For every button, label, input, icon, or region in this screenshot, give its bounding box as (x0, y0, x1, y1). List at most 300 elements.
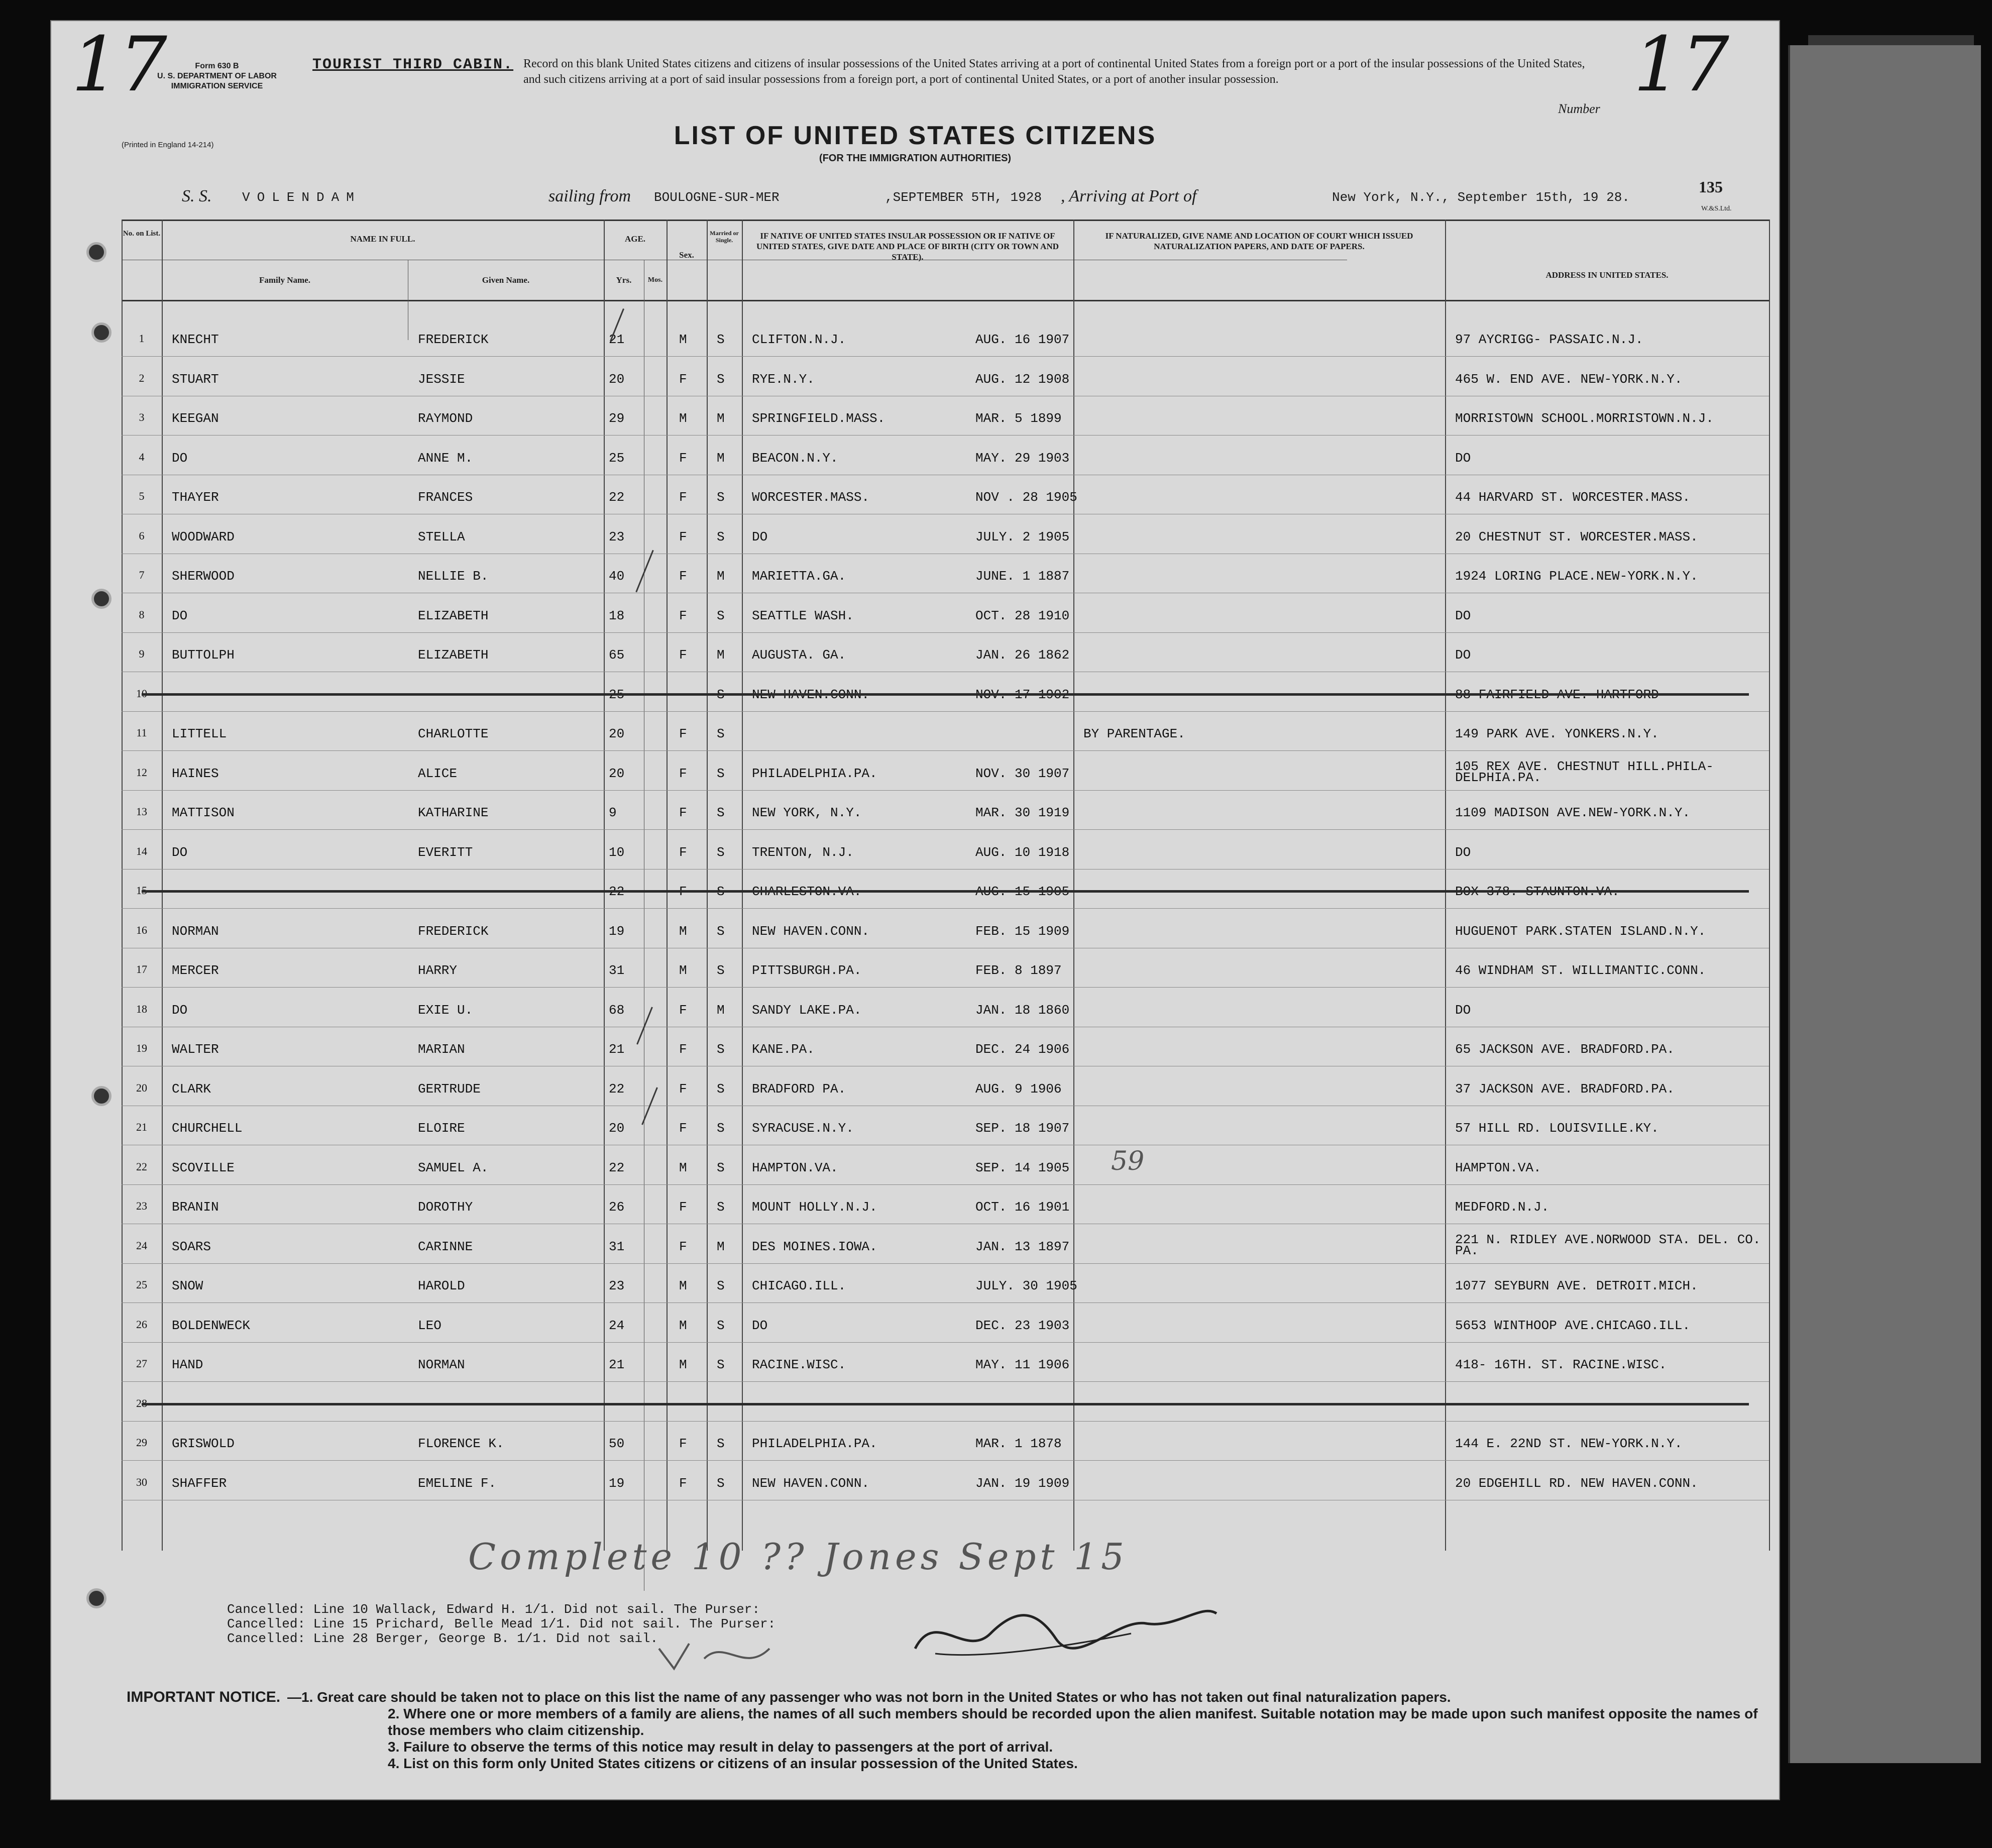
cell-sex: M (679, 1357, 687, 1372)
cell-sex: F (679, 1475, 687, 1491)
cell-ms: S (717, 1200, 725, 1215)
cell-place: SANDY LAKE.PA. (752, 1002, 862, 1018)
cell-no: 29 (136, 1436, 147, 1449)
cell-ms: S (717, 1278, 725, 1293)
notice-label: IMPORTANT NOTICE. (127, 1689, 281, 1705)
number-label: Number (1558, 101, 1600, 116)
cell-family: STUART (172, 371, 219, 387)
table-row (122, 1345, 1769, 1383)
cell-date: JUNE. 1 1887 (975, 569, 1070, 584)
cell-family: LITTELL (172, 726, 227, 741)
binding-hole (91, 1086, 112, 1106)
table-row (122, 991, 1769, 1029)
cell-age: 9 (609, 805, 617, 820)
cell-addr: 1924 LORING PLACE.NEW-YORK.N.Y. (1455, 569, 1698, 584)
cell-given: STELLA (418, 529, 465, 545)
cell-place: NEW HAVEN.CONN. (752, 687, 870, 702)
cell-place: HAMPTON.VA. (752, 1160, 838, 1175)
cell-no: 18 (136, 1002, 147, 1015)
cell-no: 13 (136, 805, 147, 818)
cell-no: 5 (139, 490, 145, 502)
cell-given: EVERITT (418, 844, 473, 860)
col-name-in-full: NAME IN FULL. (350, 234, 415, 244)
binding-hole (91, 589, 112, 609)
cell-given: NORMAN (418, 1357, 465, 1372)
cell-date: MAR. 5 1899 (975, 411, 1062, 426)
cell-family: HAND (172, 1357, 203, 1372)
cell-date: OCT. 16 1901 (975, 1200, 1070, 1215)
cell-addr: 46 WINDHAM ST. WILLIMANTIC.CONN. (1455, 963, 1706, 978)
cell-age: 68 (609, 1002, 625, 1018)
cell-age: 21 (609, 332, 625, 347)
ss-label: S. S. (182, 187, 212, 205)
sailing-port: BOULOGNE-SUR-MER (654, 190, 780, 205)
table-row (122, 1187, 1769, 1226)
cell-ms: S (717, 1081, 725, 1097)
cell-family: NORMAN (172, 923, 219, 939)
col-married-single: Married or Single. (710, 230, 739, 244)
table-row (122, 675, 1769, 713)
purser-signature (905, 1588, 1227, 1674)
cell-date: JAN. 26 1862 (975, 647, 1070, 663)
cell-family: DO (172, 1002, 188, 1018)
cell-addr: 44 HARVARD ST. WORCESTER.MASS. (1455, 490, 1691, 505)
cell-no: 25 (136, 1278, 147, 1291)
cell-ms: M (717, 647, 725, 663)
col-no: No. on List. (123, 230, 161, 238)
cell-no: 14 (136, 844, 147, 857)
cell-sex: F (679, 805, 687, 820)
cell-date: JULY. 2 1905 (975, 529, 1070, 545)
cell-addr: DO (1455, 647, 1471, 663)
cell-place: CLIFTON.N.J. (752, 332, 846, 347)
cell-addr: HAMPTON.VA. (1455, 1160, 1541, 1175)
cell-ms: M (717, 411, 725, 426)
cell-family: DO (172, 608, 188, 623)
cell-place: RACINE.WISC. (752, 1357, 846, 1372)
cell-given: ELIZABETH (418, 647, 489, 663)
cell-sex: F (679, 371, 687, 387)
cell-sex: M (679, 1318, 687, 1333)
cell-sex: F (679, 1436, 687, 1451)
strikethrough (142, 1403, 1749, 1405)
binding-hole (91, 322, 112, 343)
cell-family: SOARS (172, 1239, 211, 1254)
cell-age: 20 (609, 371, 625, 387)
cell-date: AUG. 12 1908 (975, 371, 1070, 387)
cell-addr: 57 HILL RD. LOUISVILLE.KY. (1455, 1121, 1659, 1136)
col-naturalized: IF NATURALIZED, GIVE NAME AND LOCATION OF COURT WHICH ISSUED NATURALIZATION PAPERS, AND DATE OF PAPERS. (1105, 231, 1413, 251)
cell-no: 24 (136, 1239, 147, 1252)
cell-family: SHERWOOD (172, 569, 235, 584)
cell-date: SEP. 18 1907 (975, 1121, 1070, 1136)
cell-given: EXIE U. (418, 1002, 473, 1018)
table-row (122, 793, 1769, 831)
cell-given: HARRY (418, 963, 458, 978)
cell-addr: 20 CHESTNUT ST. WORCESTER.MASS. (1455, 529, 1698, 545)
table-row (122, 1030, 1769, 1068)
cell-given: ELIZABETH (418, 608, 489, 623)
page-subtitle: (FOR THE IMMIGRATION AUTHORITIES) (819, 153, 1012, 164)
cell-place: CHICAGO.ILL. (752, 1278, 846, 1293)
cell-no: 15 (136, 884, 147, 897)
cell-sex: F (679, 1121, 687, 1136)
notice-item-2: 2. Where one or more members of a family are aliens, the names of all such members should be recorded upon the alien manifest. Suitable notation may be made upon such manifest opposite the names of those members who claim citizenship. (388, 1706, 1758, 1738)
cell-family: KNECHT (172, 332, 219, 347)
cell-date: JAN. 18 1860 (975, 1002, 1070, 1018)
cell-ms: S (717, 490, 725, 505)
cell-addr: 65 JACKSON AVE. BRADFORD.PA. (1455, 1042, 1675, 1057)
record-instructions: Record on this blank United States citizens and citizens of insular possessions of the United States arriving at a port of continental United States from a foreign port or a port of the insular possessions of the United States, and such citizens arriving at a port of said insular possessions from a foreign port, a port of continental United States, or a port of another insular possession. (523, 57, 1585, 86)
cell-family: MATTISON (172, 805, 235, 820)
cell-no: 27 (136, 1357, 147, 1370)
table-row (122, 872, 1769, 910)
cell-given: LEO (418, 1318, 441, 1333)
col-address: ADDRESS IN UNITED STATES. (1545, 270, 1669, 280)
table-row (122, 951, 1769, 989)
cell-age: 22 (609, 1160, 625, 1175)
cell-date: OCT. 28 1910 (975, 608, 1070, 623)
arriving-port: New York, N.Y., September 15th, 19 28. (1332, 190, 1630, 205)
cell-date: AUG. 10 1918 (975, 844, 1070, 860)
cell-given: FREDERICK (418, 923, 489, 939)
cell-ms: S (717, 1160, 725, 1175)
cell-age: 22 (609, 1081, 625, 1097)
cell-no: 23 (136, 1200, 147, 1212)
cell-addr: 1077 SEYBURN AVE. DETROIT.MICH. (1455, 1278, 1698, 1293)
cell-addr: HUGUENOT PARK.STATEN ISLAND.N.Y. (1455, 923, 1706, 939)
cell-ms: S (717, 332, 725, 347)
cell-place: DES MOINES.IOWA. (752, 1239, 877, 1254)
arriving-label: , Arriving at Port of (1061, 187, 1197, 205)
cell-ms: M (717, 450, 725, 466)
cell-given: DOROTHY (418, 1200, 473, 1215)
cell-given: FREDERICK (418, 332, 489, 347)
cell-ms: S (717, 1042, 725, 1057)
cell-given: RAYMOND (418, 411, 473, 426)
table-row (122, 360, 1769, 398)
cell-addr: 418- 16TH. ST. RACINE.WISC. (1455, 1357, 1667, 1372)
cell-no: 8 (139, 608, 145, 621)
cell-sex: F (679, 529, 687, 545)
cell-ms: S (717, 963, 725, 978)
cell-date: MAY. 29 1903 (975, 450, 1070, 466)
col-yrs: Yrs. (616, 275, 632, 285)
strikethrough (142, 890, 1749, 893)
cell-ms: S (717, 805, 725, 820)
cell-place: PHILADELPHIA.PA. (752, 766, 877, 781)
col-birth: IF NATIVE OF UNITED STATES INSULAR POSSESSION OR IF NATIVE OF UNITED STATES, GIVE DATE AND PLACE OF BIRTH (CITY OR TOWN AND STATE). (756, 231, 1059, 262)
stamp-59: 59 (1111, 1146, 1145, 1176)
binding-hole (86, 1588, 106, 1608)
cell-family: BUTTOLPH (172, 647, 235, 663)
cell-sex: M (679, 963, 687, 978)
cell-addr: 144 E. 22ND ST. NEW-YORK.N.Y. (1455, 1436, 1683, 1451)
col-age: AGE. (624, 234, 646, 244)
table-row (122, 557, 1769, 595)
cell-no: 12 (136, 766, 147, 779)
cell-sex: F (679, 1081, 687, 1097)
cell-addr: 1109 MADISON AVE.NEW-YORK.N.Y. (1455, 805, 1691, 820)
table-row (122, 714, 1769, 752)
cell-place: NEW HAVEN.CONN. (752, 923, 870, 939)
passenger-table (122, 220, 1769, 1551)
cell-no: 3 (139, 411, 145, 423)
initials-mark (654, 1628, 785, 1689)
cell-age: 10 (609, 844, 625, 860)
table-row (122, 1148, 1769, 1186)
completion-note: Complete 10 ?? Jones Sept 15 (468, 1536, 1128, 1578)
cell-nat: BY PARENTAGE. (1083, 726, 1185, 741)
cell-no: 10 (136, 687, 147, 700)
table-row (122, 320, 1769, 358)
manifest-page (50, 20, 1780, 1800)
cell-family: GRISWOLD (172, 1436, 235, 1451)
cell-ms: S (717, 1121, 725, 1136)
cell-age: 31 (609, 1239, 625, 1254)
cell-date: NOV. 17 1902 (975, 687, 1070, 702)
cell-sex: F (679, 766, 687, 781)
cell-family: DO (172, 844, 188, 860)
cell-place: SPRINGFIELD.MASS. (752, 411, 886, 426)
table-row (122, 478, 1769, 516)
cell-family: CHURCHELL (172, 1121, 243, 1136)
table-row (122, 1424, 1769, 1462)
cell-ms: S (717, 923, 725, 939)
cell-date: DEC. 24 1906 (975, 1042, 1070, 1057)
cell-sex: F (679, 608, 687, 623)
cabin-class: TOURIST THIRD CABIN. (312, 56, 514, 73)
cell-place: MARIETTA.GA. (752, 569, 846, 584)
table-row (122, 635, 1769, 674)
cell-given: JESSIE (418, 371, 465, 387)
cell-date: AUG. 15 1905 (975, 884, 1070, 899)
cell-date: FEB. 15 1909 (975, 923, 1070, 939)
cell-ms: S (717, 884, 725, 899)
table-row (122, 1464, 1769, 1502)
cell-place: WORCESTER.MASS. (752, 490, 870, 505)
cell-age: 26 (609, 1200, 625, 1215)
page-number-left: 17 (71, 21, 167, 108)
cell-ms: M (717, 569, 725, 584)
cell-sex: M (679, 411, 687, 426)
cell-family: HAINES (172, 766, 219, 781)
department: U. S. DEPARTMENT OF LABOR (157, 72, 277, 80)
table-row (122, 1266, 1769, 1305)
cell-place: SYRACUSE.N.Y. (752, 1121, 854, 1136)
cell-sex: M (679, 332, 687, 347)
important-notice (127, 1689, 1759, 1772)
notice-item-1: —1. Great care should be taken not to place on this list the name of any passenger who was not born in the United States or who has not taken out final naturalization papers. (287, 1689, 1451, 1705)
cell-place: PITTSBURGH.PA. (752, 963, 862, 978)
cell-no: 21 (136, 1121, 147, 1133)
cell-ms: S (717, 844, 725, 860)
cell-family: SHAFFER (172, 1475, 227, 1491)
cell-sex: F (679, 569, 687, 584)
cell-sex: F (679, 1042, 687, 1057)
table-row (122, 1109, 1769, 1147)
cell-sex: F (679, 726, 687, 741)
cell-ms: S (717, 1475, 725, 1491)
binding-hole (86, 242, 106, 262)
cell-place: RYE.N.Y. (752, 371, 815, 387)
cell-given: FLORENCE K. (418, 1436, 504, 1451)
cell-place: AUGUSTA. GA. (752, 647, 846, 663)
cell-age: 21 (609, 1042, 625, 1057)
cell-addr: 149 PARK AVE. YONKERS.N.Y. (1455, 726, 1659, 741)
cell-family: THAYER (172, 490, 219, 505)
cell-age: 25 (609, 450, 625, 466)
cell-ms: S (717, 529, 725, 545)
cell-given: FRANCES (418, 490, 473, 505)
cell-sex: M (679, 1160, 687, 1175)
cell-sex: F (679, 647, 687, 663)
cell-age: 22 (609, 884, 625, 899)
cell-no: 20 (136, 1081, 147, 1094)
cell-no: 9 (139, 647, 145, 660)
cell-age: 50 (609, 1436, 625, 1451)
cell-place: CHARLESTON.VA. (752, 884, 862, 899)
cell-place: KANE.PA. (752, 1042, 815, 1057)
cell-given: ELOIRE (418, 1121, 465, 1136)
cell-given: KATHARINE (418, 805, 489, 820)
cell-sex: F (679, 1239, 687, 1254)
cell-age: 19 (609, 1475, 625, 1491)
cell-place: PHILADELPHIA.PA. (752, 1436, 877, 1451)
table-row (122, 517, 1769, 556)
cell-date: NOV. 30 1907 (975, 766, 1070, 781)
cell-given: NELLIE B. (418, 569, 489, 584)
printed-in: (Printed in England 14-214) (122, 141, 214, 149)
table-row (122, 596, 1769, 634)
cell-family: KEEGAN (172, 411, 219, 426)
cell-ms: S (717, 1357, 725, 1372)
cell-ms: S (717, 726, 725, 741)
cell-ms: M (717, 1002, 725, 1018)
cell-place: NEW HAVEN.CONN. (752, 1475, 870, 1491)
table-row (122, 399, 1769, 437)
cell-date: NOV . 28 1905 (975, 490, 1077, 505)
cell-date: MAY. 11 1906 (975, 1357, 1070, 1372)
strikethrough (142, 693, 1749, 696)
cell-sex: F (679, 1200, 687, 1215)
cell-no: 26 (136, 1318, 147, 1331)
cell-addr: DO (1455, 844, 1471, 860)
cell-age: 40 (609, 569, 625, 584)
cell-ms: S (717, 608, 725, 623)
cell-age: 65 (609, 647, 625, 663)
printer-mark: W.&S.Ltd. (1701, 205, 1732, 212)
cell-addr: 20 EDGEHILL RD. NEW HAVEN.CONN. (1455, 1475, 1698, 1491)
cell-given: CARINNE (418, 1239, 473, 1254)
cell-no: 30 (136, 1475, 147, 1488)
cell-no: 16 (136, 923, 147, 936)
cell-age: 23 (609, 1278, 625, 1293)
voyage-line (51, 178, 1779, 217)
cell-place: DO (752, 529, 768, 545)
table-row (122, 833, 1769, 871)
form-number: Form 630 B (195, 62, 239, 70)
cell-addr: DO (1455, 608, 1471, 623)
table-row (122, 1227, 1769, 1265)
ship-name: VOLENDAM (242, 190, 361, 205)
cell-place: NEW YORK, N.Y. (752, 805, 862, 820)
cell-date: MAR. 30 1919 (975, 805, 1070, 820)
cell-date: AUG. 16 1907 (975, 332, 1070, 347)
cell-given: ANNE M. (418, 450, 473, 466)
cell-place: BEACON.N.Y. (752, 450, 838, 466)
form-block (157, 61, 277, 91)
cell-ms: S (717, 766, 725, 781)
cell-age: 19 (609, 923, 625, 939)
cell-ms: S (717, 1436, 725, 1451)
cell-age: 22 (609, 490, 625, 505)
cell-no: 28 (136, 1396, 147, 1409)
table-row (122, 754, 1769, 792)
col-given-name: Given Name. (482, 275, 530, 285)
cell-date: DEC. 23 1903 (975, 1318, 1070, 1333)
cell-no: 6 (139, 529, 145, 542)
cell-ms: M (717, 1239, 725, 1254)
cell-age: 25 (609, 687, 625, 702)
cell-sex: F (679, 844, 687, 860)
service: IMMIGRATION SERVICE (171, 82, 263, 90)
table-row (122, 1306, 1769, 1344)
cell-addr: MEDFORD.N.J. (1455, 1200, 1550, 1215)
table-row (122, 1069, 1769, 1108)
cell-no: 1 (139, 332, 145, 345)
sailing-label: sailing from (548, 187, 631, 205)
cell-given: HAROLD (418, 1278, 465, 1293)
sailing-date: ,SEPTEMBER 5TH, 1928 (885, 190, 1042, 205)
cell-addr: 37 JACKSON AVE. BRADFORD.PA. (1455, 1081, 1675, 1097)
cell-date: SEP. 14 1905 (975, 1160, 1070, 1175)
cell-no: 4 (139, 450, 145, 463)
cell-place: TRENTON, N.J. (752, 844, 854, 860)
cell-no: 22 (136, 1160, 147, 1173)
cell-age: 21 (609, 1357, 625, 1372)
cell-given: GERTRUDE (418, 1081, 481, 1097)
cancellation-line-15: Cancelled: Line 15 Prichard, Belle Mead 1/1. Did not sail. The Purser: (227, 1616, 776, 1632)
col-mos: Mos. (647, 276, 663, 284)
cell-age: 20 (609, 726, 625, 741)
cell-addr: 465 W. END AVE. NEW-YORK.N.Y. (1455, 371, 1683, 387)
cell-place: SEATTLE WASH. (752, 608, 854, 623)
cell-family: CLARK (172, 1081, 211, 1097)
background-sheet (1788, 45, 1981, 1763)
cell-sex: M (679, 923, 687, 939)
cancellation-line-10: Cancelled: Line 10 Wallack, Edward H. 1/1. Did not sail. The Purser: (227, 1602, 760, 1617)
cell-age: 24 (609, 1318, 625, 1333)
cell-given: ALICE (418, 766, 458, 781)
cell-sex: F (679, 884, 687, 899)
cell-date: JULY. 30 1905 (975, 1278, 1077, 1293)
cell-date: AUG. 9 1906 (975, 1081, 1062, 1097)
cell-addr: 88 FAIRFIELD AVE. HARTFORD (1455, 687, 1659, 702)
cell-no: 7 (139, 569, 145, 581)
cell-no: 11 (136, 726, 147, 739)
cell-addr: MORRISTOWN SCHOOL.MORRISTOWN.N.J. (1455, 411, 1714, 426)
cell-family: SCOVILLE (172, 1160, 235, 1175)
cell-given: CHARLOTTE (418, 726, 489, 741)
cell-family: BRANIN (172, 1200, 219, 1215)
cell-place: BRADFORD PA. (752, 1081, 846, 1097)
cell-addr: BOX 378. STAUNTON.VA. (1455, 884, 1620, 899)
page-number-right: 17 (1633, 21, 1729, 108)
notice-item-4: 4. List on this form only United States citizens or citizens of an insular possession of the United States. (388, 1756, 1078, 1771)
cell-date: JAN. 19 1909 (975, 1475, 1070, 1491)
cell-addr: 5653 WINTHOOP AVE.CHICAGO.ILL. (1455, 1318, 1691, 1333)
